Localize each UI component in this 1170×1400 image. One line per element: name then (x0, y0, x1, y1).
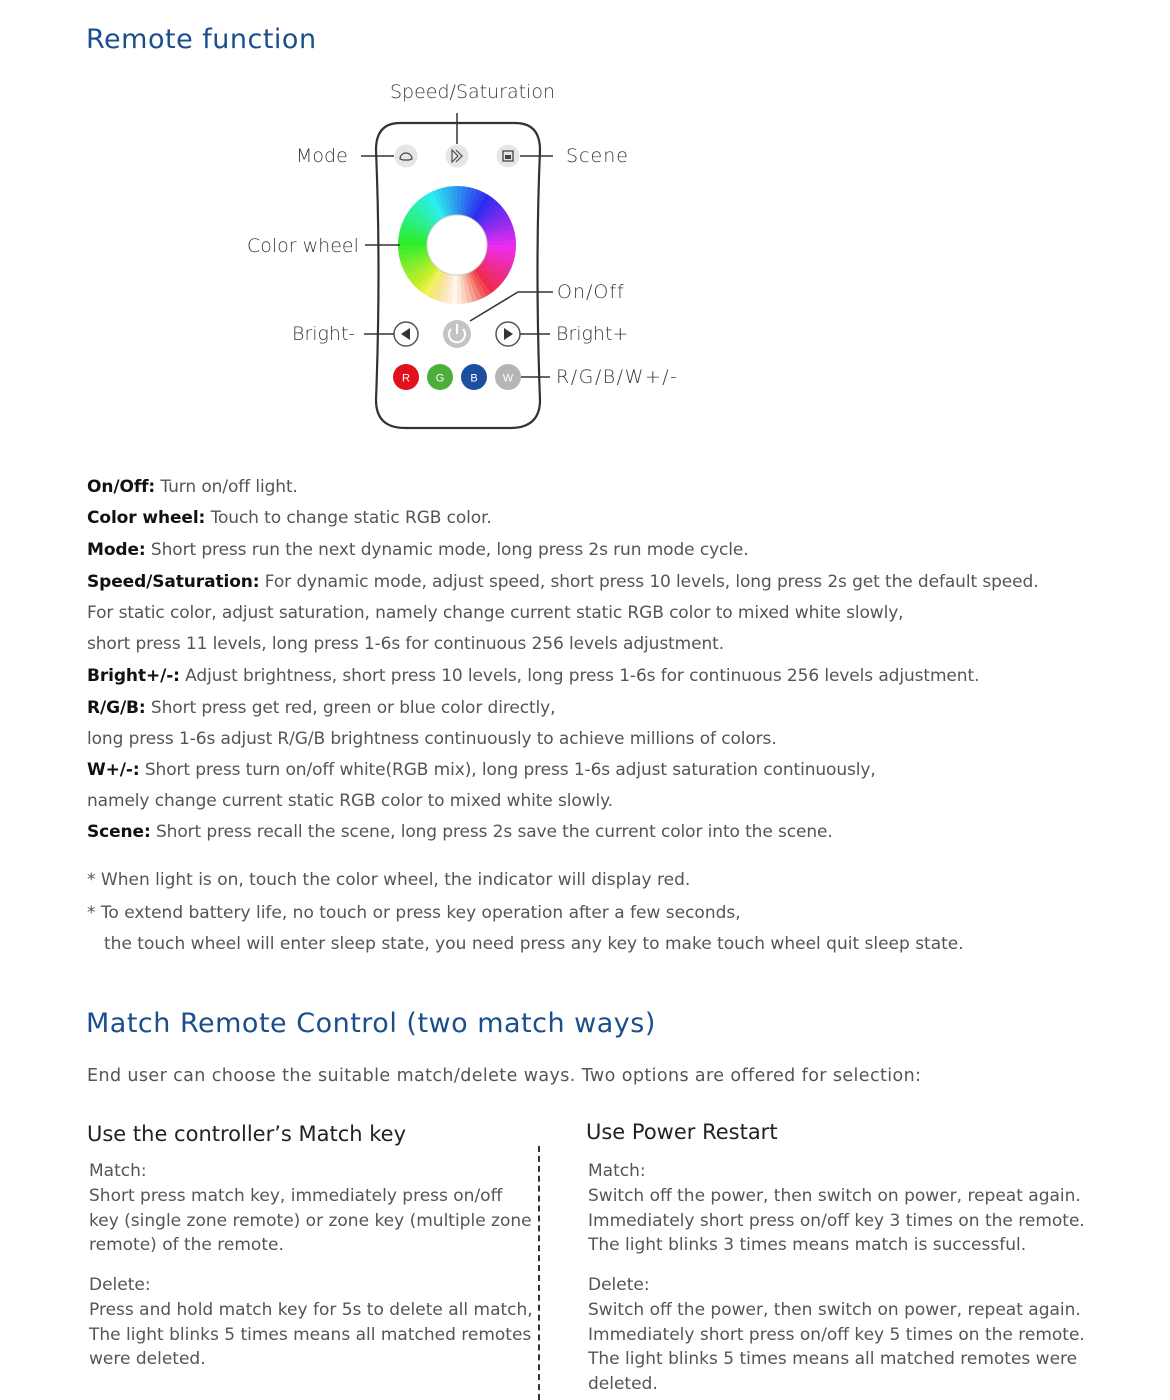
label-bright-minus: Bright- (292, 323, 356, 345)
right-match-text: Switch off the power, then switch on power, repeat again. Immediately short press on/off key 3 times on the remote. The light blinks 3 times means match is successful. (588, 1186, 1085, 1255)
green-key (427, 364, 453, 390)
description-line: R/G/B: Short press get red, green or blue color directly, (87, 698, 556, 718)
on-off-button (443, 320, 471, 348)
description-line: For static color, adjust saturation, namely change current static RGB color to mixed white slowly, (87, 603, 904, 623)
blue-key (461, 364, 487, 390)
svg-text:G: G (435, 372, 445, 385)
description-line: short press 11 levels, long press 1-6s for continuous 256 levels adjustment. (87, 634, 725, 654)
left-column-title: Use the controller’s Match key (87, 1122, 407, 1146)
label-speed-saturation: Speed/Saturation (390, 81, 556, 103)
speed-saturation-button (446, 145, 469, 168)
description-line: long press 1-6s adjust R/G/B brightness continuously to achieve millions of colors. (87, 729, 777, 749)
description-line: Bright+/-: Adjust brightness, short press 10 levels, long press 1-6s for continuous 256 levels adjustment. (87, 666, 980, 686)
column-divider (538, 1146, 540, 1400)
label-bright-plus: Bright+ (556, 323, 629, 345)
left-match-text: Short press match key, immediately press on/off key (single zone remote) or zone key (multiple zone remote) of the remote. (89, 1186, 532, 1255)
label-scene: Scene (566, 145, 629, 167)
description-line: W+/-: Short press turn on/off white(RGB mix), long press 1-6s adjust saturation continuously, (87, 760, 876, 780)
note-line: * To extend battery life, no touch or press key operation after a few seconds, (87, 903, 741, 923)
mode-button (395, 145, 418, 168)
label-on-off: On/Off (557, 281, 625, 303)
right-column-title: Use Power Restart (586, 1120, 778, 1144)
description-line: Scene: Short press recall the scene, long press 2s save the current color into the scene. (87, 822, 833, 842)
left-delete-label: Delete: (89, 1275, 151, 1295)
left-delete-text: Press and hold match key for 5s to delete all match, The light blinks 5 times means all matched remotes were deleted. (89, 1300, 533, 1369)
bright-minus-button (394, 322, 418, 346)
bright-plus-button (496, 322, 520, 346)
description-line: namely change current static RGB color to mixed white slowly. (87, 791, 613, 811)
section-title-match-remote: Match Remote Control (two match ways) (86, 1008, 656, 1039)
description-line: Color wheel: Touch to change static RGB color. (87, 508, 492, 528)
right-delete-text: Switch off the power, then switch on power, repeat again. Immediately short press on/off key 5 times on the remote. The light blinks 5 times means all matched remotes were deleted. (588, 1300, 1085, 1394)
note-line: * When light is on, touch the color wheel, the indicator will display red. (87, 870, 691, 890)
label-rgbw: R/G/B/W+/- (556, 366, 679, 388)
section-title-remote-function: Remote function (86, 24, 317, 55)
right-delete-label: Delete: (588, 1275, 650, 1295)
right-match-label: Match: (588, 1161, 646, 1181)
label-mode: Mode (296, 145, 348, 167)
svg-text:B: B (470, 372, 478, 385)
match-intro: End user can choose the suitable match/delete ways. Two options are offered for selection: (87, 1066, 922, 1086)
description-line: Mode: Short press run the next dynamic mode, long press 2s run mode cycle. (87, 540, 749, 560)
note-line: the touch wheel will enter sleep state, you need press any key to make touch wheel quit sleep state. (104, 934, 964, 954)
left-match-label: Match: (89, 1161, 147, 1181)
red-key (393, 364, 419, 390)
remote-diagram (0, 0, 1170, 460)
description-line: On/Off: Turn on/off light. (87, 477, 298, 497)
scene-button (497, 145, 520, 168)
white-key (495, 364, 521, 390)
label-color-wheel: Color wheel (247, 235, 359, 257)
svg-text:W: W (502, 372, 514, 385)
svg-text:R: R (402, 372, 410, 385)
description-line: Speed/Saturation: For dynamic mode, adjust speed, short press 10 levels, long press 2s get the default speed. (87, 572, 1039, 592)
